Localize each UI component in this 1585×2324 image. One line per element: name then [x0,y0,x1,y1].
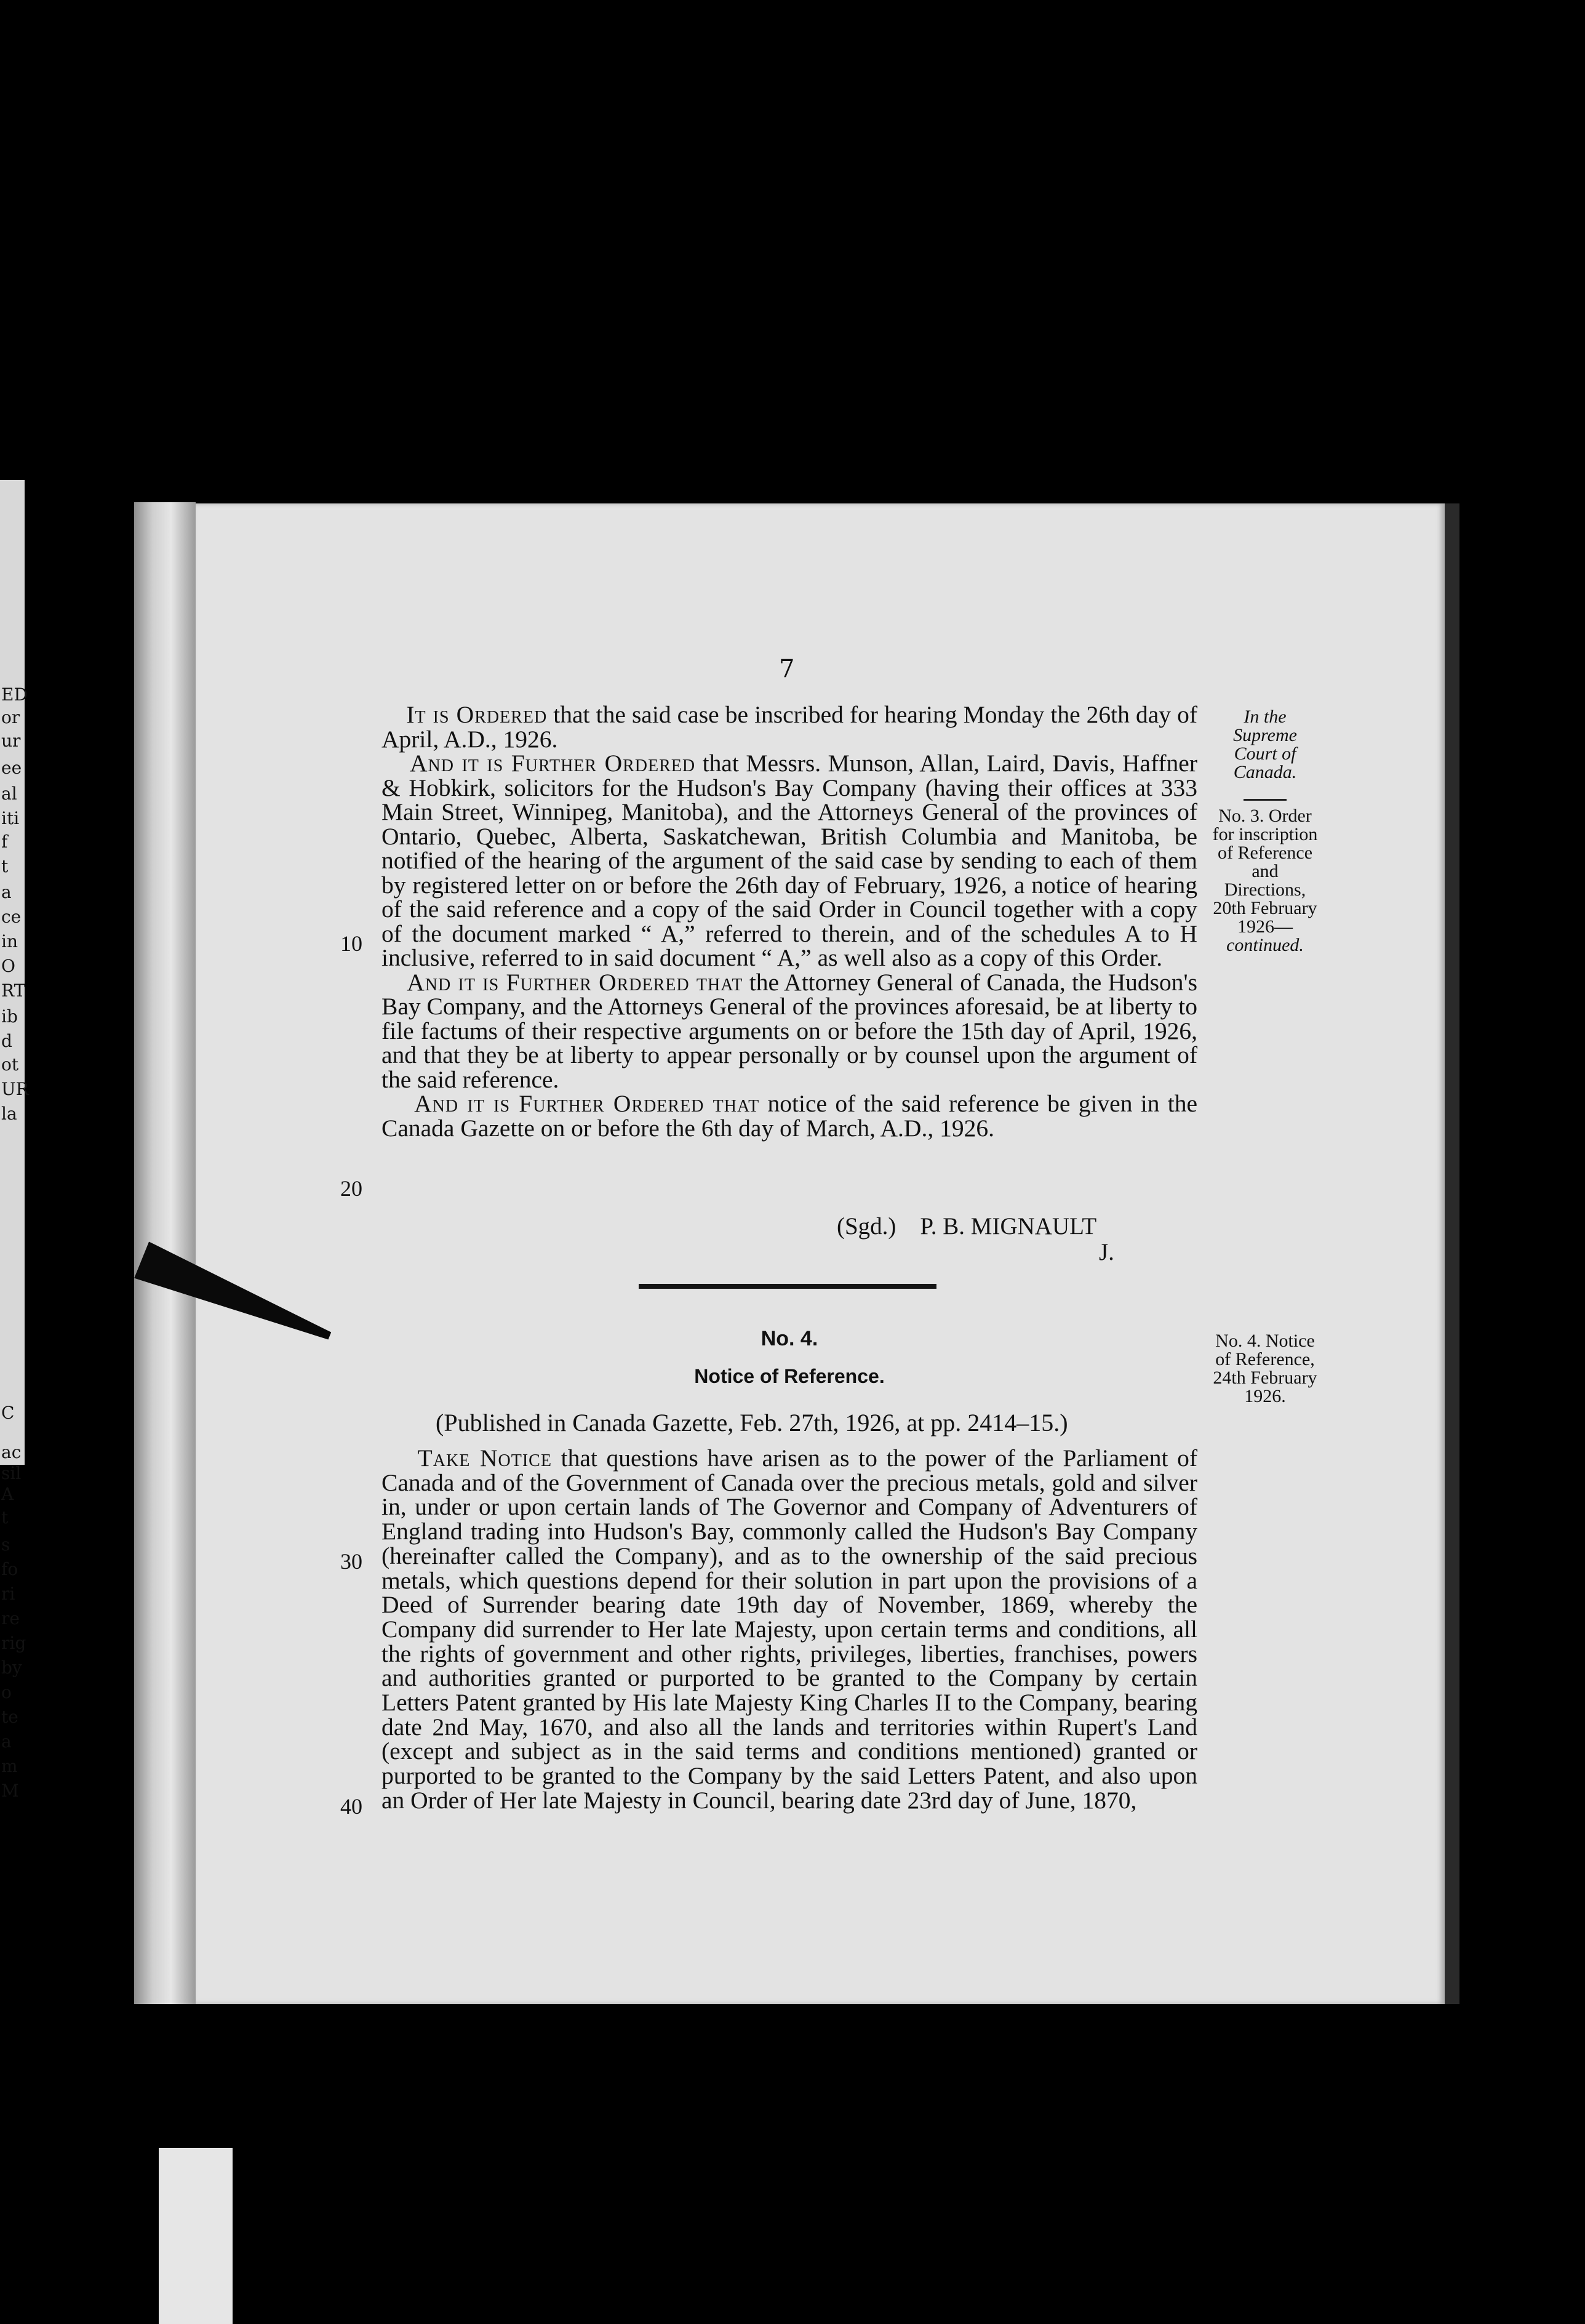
section-divider [639,1284,936,1289]
adjacent-page-fragment: M [1,1781,19,1801]
adjacent-page-fragment: C [1,1403,15,1423]
adjacent-page-fragment: or [1,707,20,727]
signature-suffix: J. [1099,1239,1114,1265]
notice-lead: Take Notice [417,1444,552,1472]
book-gutter-bottom [159,2148,233,2324]
adjacent-page-fragment: t [1,1507,9,1528]
adjacent-page-fragment: fo [1,1559,18,1579]
line-number: 40 [340,1794,362,1819]
adjacent-page-fragment: a [1,882,12,902]
adjacent-page-fragment: ot [1,1054,19,1075]
page-number: 7 [779,655,795,683]
adjacent-page-fragment: re [1,1608,20,1629]
adjacent-page-fragment: sil [1,1463,22,1483]
section-4-heading: No. 4. [761,1327,818,1350]
adjacent-page-fragment: in [1,931,18,952]
adjacent-page-fragment: by [1,1657,22,1678]
adjacent-page-fragment: te [1,1707,18,1727]
section-3-body [381,703,1197,1140]
adjacent-page-fragment: s [1,1534,10,1555]
paragraph-further-ordered-3 [381,1092,1197,1140]
publication-note: (Published in Canada Gazette, Feb. 27th, 1926, at pp. 2414–15.) [436,1409,1068,1436]
section-4-body [381,1446,1197,1813]
adjacent-page-fragment: UR [1,1079,29,1099]
adjacent-page-fragment: m [1,1756,18,1776]
margin-note-no3 [1210,794,1320,955]
adjacent-page-fragment: rig [1,1633,26,1653]
section-4-subheading: Notice of Reference. [694,1365,885,1387]
paragraph-further-ordered-2 [381,968,1197,1093]
adjacent-page-fragment: t [1,856,9,876]
paragraph-text: that Messrs. Munson, Allan, Laird, Davis, Haffner & Hobkirk, solicitors for the Hudson's Bay Company (having their offices at 333 Main Street, Winnipeg, Manitoba), and the Attorneys General of the provinces of Ontario, Quebec, Alberta, Saskatchewan, British Columbia and Manitoba, be notified of the hearing of the argument of the said case by sending to each of them by registered letter on or before the 26th day of February, 1926, a notice of hearing of the said reference and a copy of the said Order in Council together with a copy of the document marked “ A,” referred to therein, and of the schedules A to H inclusive, referred to in said document “ A,” as well also as a copy of this Order. [381,750,1197,971]
page-edge-shadow [1445,503,1459,2004]
paragraph-ordered [381,703,1197,751]
margin-note-court: In the Supreme Court of Canada. [1233,707,1297,782]
margin-note-continued: continued. [1226,935,1304,955]
notice-paragraph [381,1446,1197,1813]
line-number: 30 [340,1549,362,1574]
paragraph-lead: And it is Further Ordered that [414,1090,760,1117]
adjacent-page-fragment: ED [1,684,28,705]
adjacent-page-fragment: ee [1,758,22,778]
paragraph-further-ordered-1 [381,751,1197,971]
adjacent-page-fragment: ur [1,731,21,751]
adjacent-page-strip [0,480,29,1801]
adjacent-page-fragment: la [1,1104,17,1124]
paragraph-text: notice of the said reference be given in the Canada Gazette on or before the 6th day of March, A.D., 1926. [381,1090,1197,1142]
line-number: 20 [340,1176,362,1201]
adjacent-page-fragment: ac [1,1442,22,1462]
paragraph-text: the Attorney General of Canada, the Hudson's Bay Company, and the Attorneys General of the provinces aforesaid, be at liberty to file factums of their respective arguments on or before the 15th day of April, 1926, and that they be at liberty to appear personally or by counsel upon the argument of the said reference. [381,968,1197,1093]
paragraph-lead: And it is Further Ordered that [407,968,743,996]
adjacent-page-fragment: ri [1,1584,15,1604]
adjacent-page-fragment: A [1,1484,14,1504]
adjacent-page-fragment: RT [1,980,26,1001]
adjacent-page-fragment: ce [1,907,22,927]
adjacent-page-fragment: o [1,1682,12,1702]
line-number: 10 [340,931,362,956]
paragraph-text: that the said case be inscribed for hearing Monday the 26th day of April, A.D., 1926. [381,701,1198,753]
margin-note-no4: No. 4. Notice of Reference, 24th February 1926. [1213,1331,1317,1406]
adjacent-page-fragment: al [1,783,17,804]
signature: (Sgd.) P. B. MIGNAULT [837,1213,1097,1240]
paragraph-lead: And it is Further Ordered [410,750,696,777]
margin-note-no3-text: No. 3. Order for inscription of Reference and Directions, 20th February 1926— [1212,806,1318,937]
adjacent-page-fragment: f [1,831,8,852]
paragraph-lead: It is Ordered [406,701,548,728]
adjacent-page-fragment: a [1,1731,12,1752]
margin-rule [1244,799,1287,801]
adjacent-page-fragment: iti [1,808,20,828]
notice-text: that questions have arisen as to the power of the Parliament of Canada and of the Government of Canada over the precious metals, gold and silver in, under or upon certain lands of The Governor and Company of Adventurers of England trading into Hudson's Bay, commonly called the Hudson's Bay Company (hereinafter called the Company), and as to the ownership of the said precious metals, which questions depend for their solution in part upon the provisions of a Deed of Surrender bearing date 19th day of November, 1869, whereby the Company did surrender to Her late Majesty, upon certain terms and conditions, all the rights of government and other rights, privileges, liberties, franchises, powers and authorities granted or purported to be granted to the Company by certain Letters Patent granted by His late Majesty King Charles II to the Company, bearing date 2nd May, 1670, and also all the lands and territories within Rupert's Land (except and subject as in the said terms and conditions mentioned) granted or purported to be granted to the Company by the said Letters Patent, and also upon an Order of Her late Majesty in Council, bearing date 23rd day of June, 1870, [381,1444,1198,1814]
adjacent-page-fragment: d [1,1031,12,1051]
adjacent-page-fragment: ib [1,1006,18,1027]
adjacent-page-fragment: O [1,956,15,976]
